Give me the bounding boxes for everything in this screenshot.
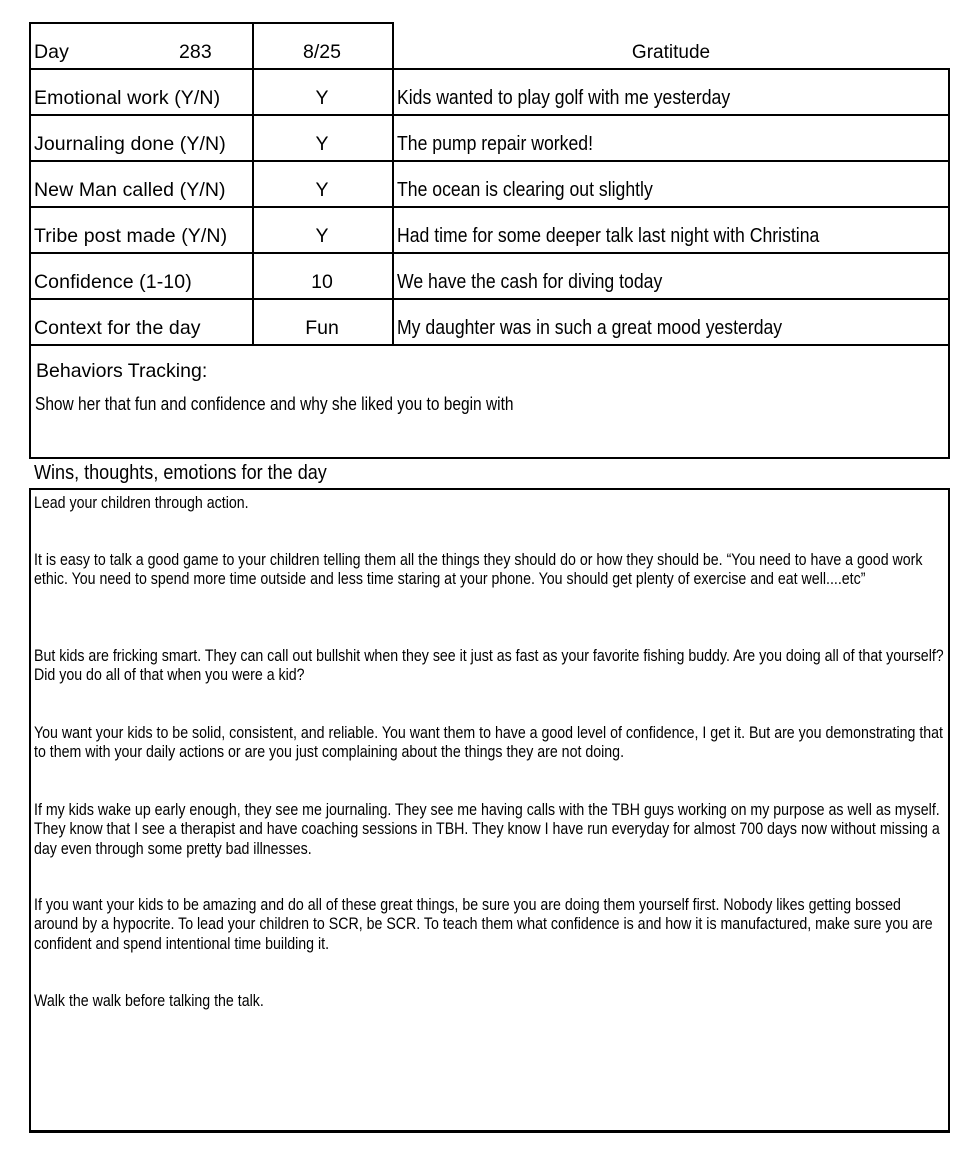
wins-label-text: Wins, thoughts, emotions for the day <box>34 461 327 484</box>
day-number: 283 <box>178 41 212 63</box>
tracking-row-label <box>29 160 254 208</box>
tracking-table <box>29 22 950 347</box>
emotional-work-label: Emotional work (Y/N) <box>34 87 221 109</box>
tracking-row-value[interactable] <box>252 160 394 208</box>
date-value: 8/25 <box>303 41 341 63</box>
gratitude-text: Kids wanted to play golf with me yesterday <box>397 86 731 109</box>
emotional-work-value: Y <box>315 87 329 109</box>
tracking-row-value[interactable] <box>252 298 394 346</box>
tracking-row-label <box>29 298 254 346</box>
gratitude-item[interactable] <box>392 68 950 116</box>
gratitude-item[interactable] <box>392 160 950 208</box>
tracking-row-value[interactable] <box>252 114 394 162</box>
confidence-value: 10 <box>311 271 333 293</box>
gratitude-item[interactable] <box>392 206 950 254</box>
gratitude-item[interactable] <box>392 114 950 162</box>
wins-notes-box[interactable] <box>29 488 950 1133</box>
behaviors-tracking-title: Behaviors Tracking: <box>36 360 208 382</box>
new-man-called-label: New Man called (Y/N) <box>34 179 226 201</box>
note-paragraph: If my kids wake up early enough, they see me journaling. They see me having calls with the TBH guys working on my purpose as well as myself. They know that I see a therapist and have coaching sessions in TBH. They know I have run everyday for almost 700 days now without missing a day even through some pretty bad illnesses. <box>34 801 940 858</box>
note-paragraph: If you want your kids to be amazing and do all of these great things, be sure you are doing them yourself first. Nobody likes getting bossed around by a hypocrite. To lead your children to SCR, be SCR. To teach them what confidence is and how it is manufactured, make sure you are confident and spend intentional time building it. <box>34 896 933 953</box>
gratitude-text: Had time for some deeper talk last night with Christina <box>397 224 820 247</box>
tribe-post-label: Tribe post made (Y/N) <box>34 225 228 247</box>
note-paragraph: You want your kids to be solid, consistent, and reliable. You want them to have a good level of confidence, I get it. But are you demonstrating that to them with your daily actions or are you just complaining about the things they are not doing. <box>34 724 944 762</box>
journaling-label: Journaling done (Y/N) <box>34 133 226 155</box>
context-label: Context for the day <box>34 317 201 339</box>
gratitude-heading: Gratitude <box>631 42 711 63</box>
note-paragraph: Walk the walk before talking the talk. <box>34 992 264 1010</box>
gratitude-text: The pump repair worked! <box>397 132 593 155</box>
gratitude-item[interactable] <box>392 298 950 346</box>
gratitude-text: My daughter was in such a great mood yesterday <box>397 316 783 339</box>
new-man-called-value: Y <box>315 179 329 201</box>
tracking-row-label <box>29 252 254 300</box>
note-paragraph: Lead your children through action. <box>34 494 249 512</box>
date-cell <box>252 22 394 70</box>
gratitude-text: The ocean is clearing out slightly <box>397 178 653 201</box>
tracking-row-label <box>29 114 254 162</box>
tracking-row-value[interactable] <box>252 68 394 116</box>
context-value: Fun <box>305 317 339 339</box>
tracking-row-value[interactable] <box>252 206 394 254</box>
note-paragraph: It is easy to talk a good game to your children telling them all the things they should do or how they should be. “You need to have a good work ethic. You need to spend more time outside and less time staring at your phone. You should get plenty of exercise and eat well....etc” <box>34 551 923 589</box>
gratitude-text: We have the cash for diving today <box>397 270 663 293</box>
wins-section-label <box>34 461 367 485</box>
tracking-row-label <box>29 206 254 254</box>
gratitude-heading-cell <box>392 22 950 70</box>
tracking-row-value[interactable] <box>252 252 394 300</box>
behaviors-tracking-box[interactable] <box>29 345 950 459</box>
journaling-value: Y <box>315 133 329 155</box>
confidence-label: Confidence (1-10) <box>34 271 192 293</box>
day-label: Day <box>34 41 69 63</box>
behaviors-tracking-text: Show her that fun and confidence and why she liked you to begin with <box>35 394 514 414</box>
tracking-row-label <box>29 68 254 116</box>
note-paragraph: But kids are fricking smart. They can call out bullshit when they see it just as fast as your favorite fishing buddy. Are you doing all of that yourself? Did you do all of that when you were a kid? <box>34 647 944 685</box>
tribe-post-value: Y <box>315 225 329 247</box>
day-cell <box>29 22 254 70</box>
gratitude-item[interactable] <box>392 252 950 300</box>
